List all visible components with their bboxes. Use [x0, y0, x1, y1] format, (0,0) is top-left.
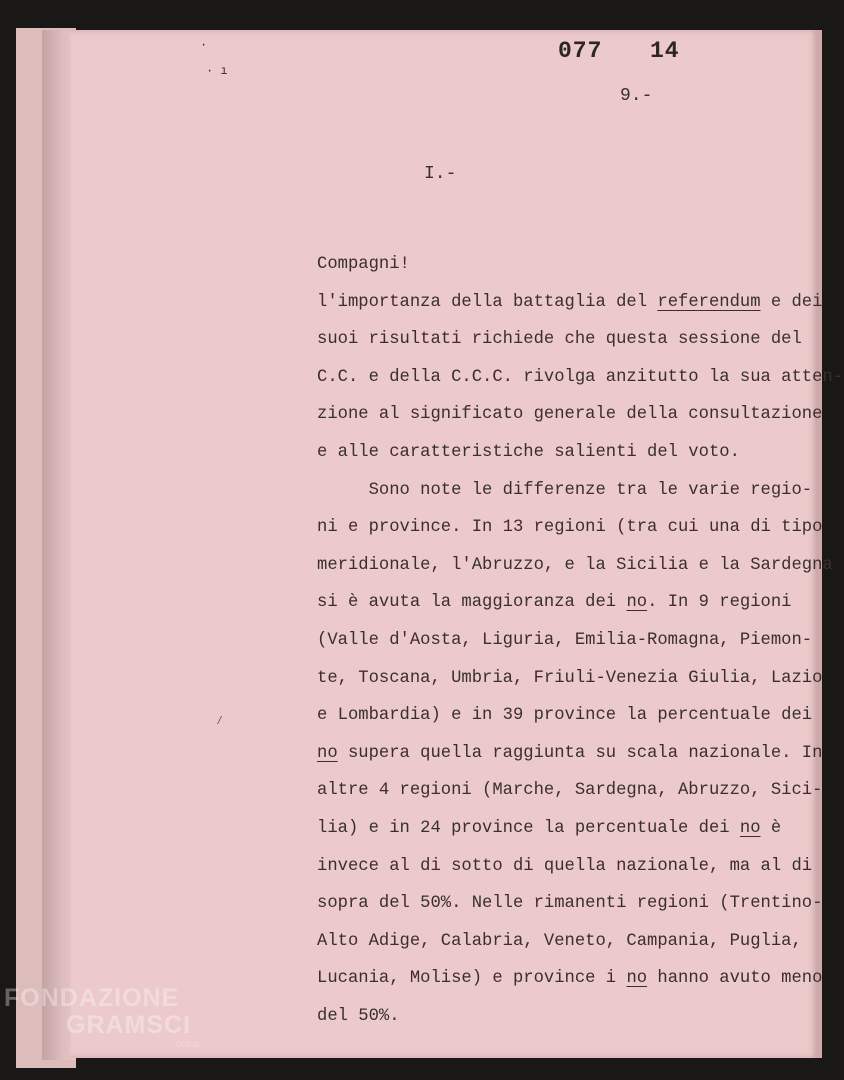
text-line [317, 472, 817, 510]
text-line [317, 960, 823, 998]
page-number: 9.- [620, 86, 653, 106]
text-line [317, 359, 844, 397]
pencil-mark: · ı [206, 64, 228, 78]
underlined-word: no [739, 818, 761, 838]
watermark-line2: GRAMSCI [66, 1011, 192, 1039]
text-segment: . In 9 regioni [647, 593, 792, 613]
text-segment: supera quella raggiunta su scala nazionale. In [337, 743, 823, 763]
text-segment: invece al di sotto di quella nazionale, ma al di [317, 856, 813, 876]
text-segment: Lucania, Molise) e province i [317, 969, 627, 989]
text-line [317, 434, 817, 472]
text-line [317, 923, 817, 961]
text-line [317, 396, 823, 434]
text-line [317, 697, 817, 735]
text-segment: Sono note le differenze tra le varie regio- [317, 480, 813, 500]
archive-stamp-number: 14 [650, 38, 680, 64]
fondazione-gramsci-watermark [4, 986, 200, 1050]
archive-stamp-number: 077 [558, 38, 603, 64]
watermark-line1: FONDAZIONE [4, 984, 180, 1012]
pencil-mark: · [200, 38, 208, 52]
text-segment: si è avuta la maggioranza dei [317, 593, 627, 613]
text-segment: hanno avuto meno [647, 969, 823, 989]
text-line [317, 321, 817, 359]
text-segment: te, Toscana, Umbria, Friuli-Venezia Giulia, Lazio [317, 668, 823, 688]
text-line [317, 998, 817, 1036]
text-line [317, 246, 817, 284]
text-segment: zione al significato generale della consultazione [317, 405, 823, 425]
text-segment: e Lombardia) e in 39 province la percentuale dei [317, 706, 813, 726]
text-line [317, 584, 817, 622]
underlined-word: referendum [657, 292, 761, 312]
text-segment: C.C. e della C.C.C. rivolga anzitutto la sua atten- [317, 367, 844, 387]
text-segment: e alle caratteristiche salienti del voto. [317, 442, 740, 462]
text-segment: suoi risultati richiede che questa sessione del [317, 330, 802, 350]
text-line [317, 772, 823, 810]
section-heading: I.- [424, 164, 457, 184]
text-segment: Compagni! [317, 255, 410, 274]
text-segment: (Valle d'Aosta, Liguria, Emilia-Romagna, Piemon- [317, 630, 813, 650]
underlined-word: no [626, 969, 648, 989]
typed-body-text [317, 246, 844, 1035]
text-line [317, 622, 817, 660]
watermark-line3: onlus [176, 1039, 200, 1050]
text-segment: e dei [760, 292, 823, 312]
underlined-word: no [317, 743, 338, 763]
text-line [317, 509, 823, 547]
text-line [317, 547, 833, 585]
text-segment: sopra del 50%. Nelle rimanenti regioni (Trentino- [317, 894, 823, 914]
text-segment: lia) e in 24 province la percentuale dei [317, 818, 740, 838]
text-segment: meridionale, l'Abruzzo, e la Sicilia e la Sardegna [317, 555, 833, 575]
text-segment: ni e province. In 13 regioni (tra cui una di tipo [317, 518, 823, 538]
underlined-word: no [626, 593, 648, 613]
text-line [317, 735, 823, 773]
text-line [317, 848, 817, 886]
text-line [317, 885, 823, 923]
text-segment: altre 4 regioni (Marche, Sardegna, Abruzzo, Sici- [317, 781, 823, 801]
text-segment: del 50%. [317, 1006, 400, 1026]
pencil-mark: ⁄ [216, 714, 224, 728]
text-line [317, 810, 817, 848]
text-segment: l'importanza della battaglia del [317, 292, 658, 312]
text-line [317, 284, 823, 322]
text-segment: Alto Adige, Calabria, Veneto, Campania, Puglia, [317, 931, 802, 951]
text-line [317, 660, 823, 698]
text-segment: è [760, 818, 782, 838]
